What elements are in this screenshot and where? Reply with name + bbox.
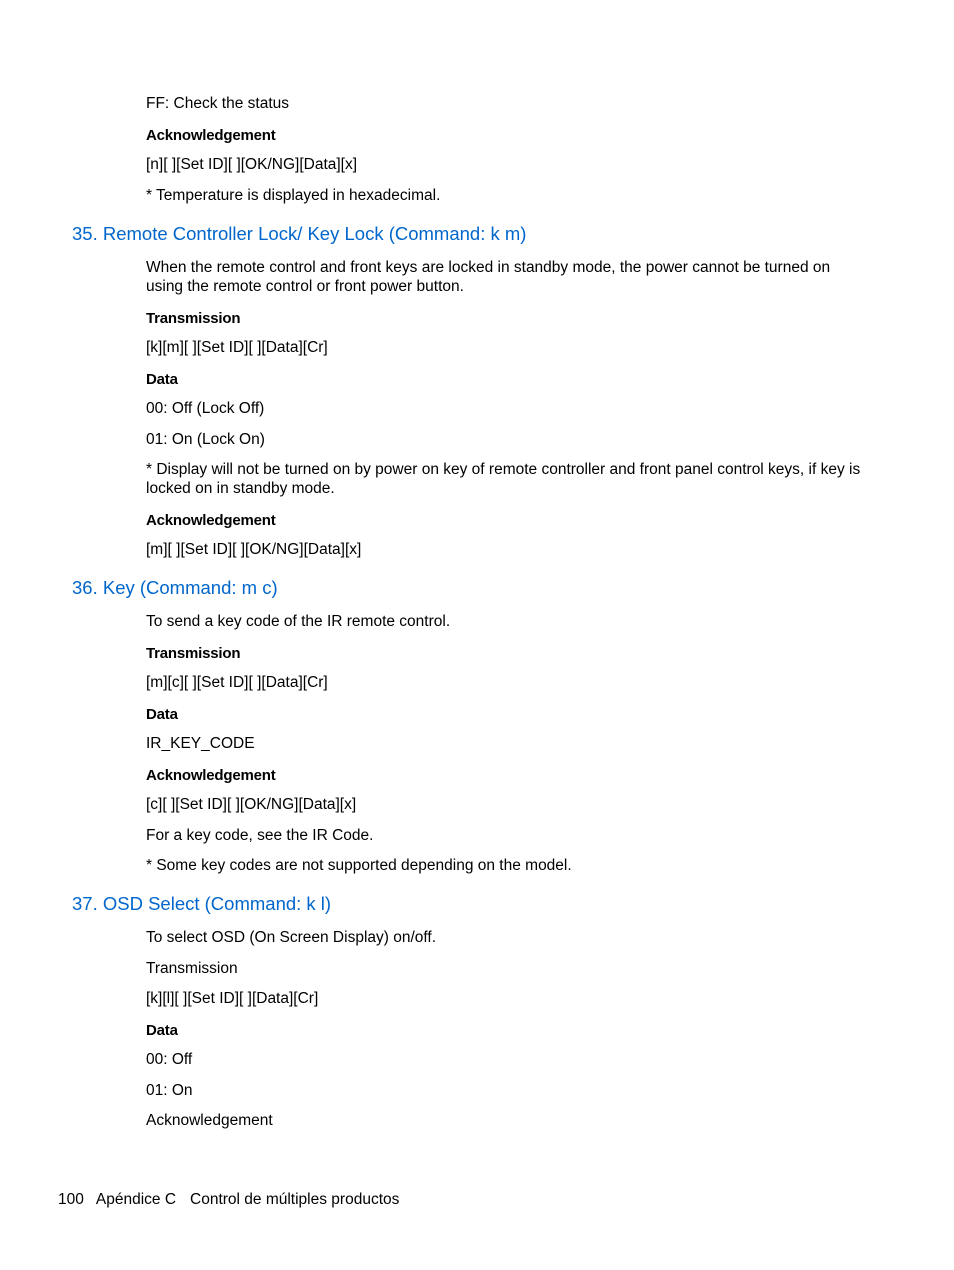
page-number: 100 bbox=[58, 1191, 84, 1208]
section-37-heading: 37. OSD Select (Command: k l) bbox=[72, 893, 332, 914]
section-35-acknowledgement-value: [m][ ][Set ID][ ][OK/NG][Data][x] bbox=[146, 541, 362, 558]
temperature-note: * Temperature is displayed in hexadecimal. bbox=[146, 187, 441, 204]
section-35-description: When the remote control and front keys are locked in standby mode, the power cannot be turned on using the remote control or front power button. bbox=[146, 259, 831, 295]
page-footer bbox=[58, 1190, 399, 1209]
section-36-acknowledgement-label: Acknowledgement bbox=[146, 767, 276, 784]
section-35-data-label: Data bbox=[146, 371, 178, 388]
section-35-transmission-value: [k][m][ ][Set ID][ ][Data][Cr] bbox=[146, 339, 328, 356]
section-37-acknowledgement-label: Acknowledgement bbox=[146, 1112, 273, 1129]
section-35-acknowledgement-label: Acknowledgement bbox=[146, 512, 276, 529]
acknowledgement-label: Acknowledgement bbox=[146, 127, 276, 144]
section-36-transmission-value: [m][c][ ][Set ID][ ][Data][Cr] bbox=[146, 674, 328, 691]
section-36-ir-code-note: For a key code, see the IR Code. bbox=[146, 827, 374, 844]
ff-status-text: FF: Check the status bbox=[146, 95, 289, 112]
section-35-note: * Display will not be turned on by power on key of remote controller and front panel control keys, if key is locked on in standby mode. bbox=[146, 461, 861, 497]
section-36-heading: 36. Key (Command: m c) bbox=[72, 577, 278, 598]
section-36-transmission-label: Transmission bbox=[146, 645, 241, 662]
section-35-heading: 35. Remote Controller Lock/ Key Lock (Command: k m) bbox=[72, 223, 527, 244]
acknowledgement-value: [n][ ][Set ID][ ][OK/NG][Data][x] bbox=[146, 156, 358, 173]
section-37-data-on: 01: On bbox=[146, 1082, 193, 1099]
footer-chapter: Apéndice C bbox=[95, 1191, 177, 1208]
footer-title: Control de múltiples productos bbox=[190, 1191, 400, 1208]
section-37-data-label: Data bbox=[146, 1022, 178, 1039]
section-36-description: To send a key code of the IR remote control. bbox=[146, 613, 451, 630]
section-37-transmission-value: [k][l][ ][Set ID][ ][Data][Cr] bbox=[146, 990, 319, 1007]
section-35-transmission-label: Transmission bbox=[146, 310, 241, 327]
section-37-data-off: 00: Off bbox=[146, 1051, 193, 1068]
section-36-data-value: IR_KEY_CODE bbox=[146, 735, 255, 752]
section-37-transmission-label: Transmission bbox=[146, 960, 238, 977]
section-35-data-off: 00: Off (Lock Off) bbox=[146, 400, 265, 417]
section-35-data-on: 01: On (Lock On) bbox=[146, 431, 265, 448]
section-36-acknowledgement-value: [c][ ][Set ID][ ][OK/NG][Data][x] bbox=[146, 796, 357, 813]
section-36-model-note: * Some key codes are not supported depending on the model. bbox=[146, 857, 572, 874]
section-36-data-label: Data bbox=[146, 706, 178, 723]
section-37-description: To select OSD (On Screen Display) on/off. bbox=[146, 929, 437, 946]
